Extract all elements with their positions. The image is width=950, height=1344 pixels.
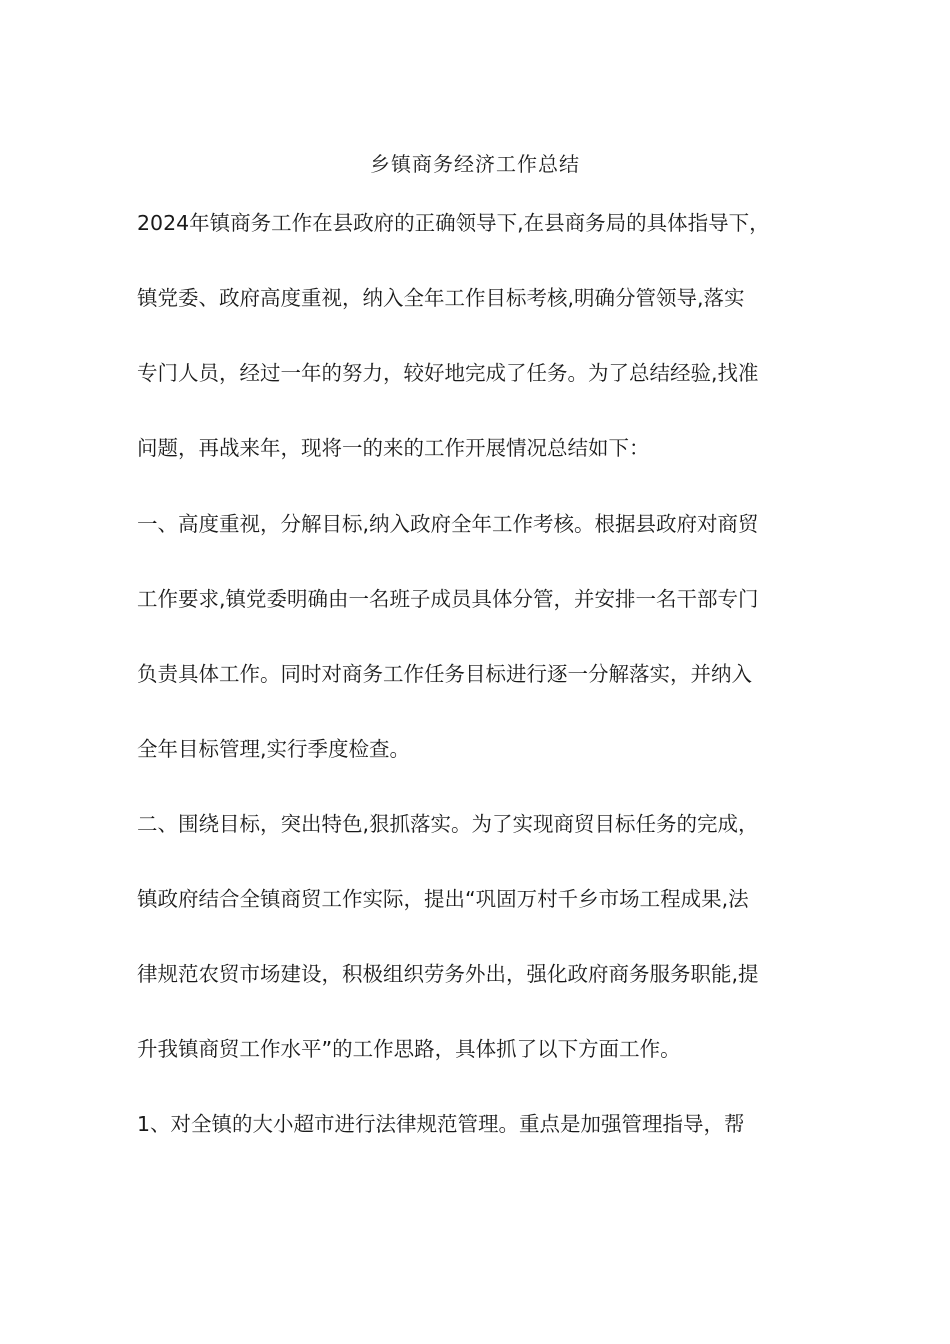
body-line: 升我镇商贸工作水平”的工作思路，具体抓了以下方面工作。 — [137, 1037, 681, 1061]
body-line: 2024年镇商务工作在县政府的正确领导下,在县商务局的具体指导下， — [137, 211, 770, 235]
body-line: 律规范农贸市场建设，积极组织劳务外出，强化政府商务服务职能,提 — [137, 962, 759, 986]
body-line: 镇政府结合全镇商贸工作实际，提出“巩固万村千乡市场工程成果,法 — [137, 887, 749, 911]
body-line: 全年目标管理,实行季度检查。 — [137, 737, 411, 761]
body-line: 二、围绕目标，突出特色,狠抓落实。为了实现商贸目标任务的完成， — [137, 812, 759, 836]
body-line: 镇党委、政府高度重视，纳入全年工作目标考核,明确分管领导,落实 — [137, 286, 745, 310]
body-line: 负责具体工作。同时对商务工作任务目标进行逐一分解落实，并纳入 — [137, 662, 752, 686]
body-line: 问题，再战来年，现将一的来的工作开展情况总结如下： — [137, 436, 650, 460]
body-line: 一、高度重视，分解目标,纳入政府全年工作考核。根据县政府对商贸 — [137, 512, 759, 536]
body-line: 1、对全镇的大小超市进行法律规范管理。重点是加强管理指导，帮 — [137, 1112, 745, 1136]
body-line: 工作要求,镇党委明确由一名班子成员具体分管，并安排一名干部专门 — [137, 587, 759, 611]
body-line: 专门人员，经过一年的努力，较好地完成了任务。为了总结经验,找准 — [137, 361, 759, 385]
document-title: 乡镇商务经济工作总结 — [370, 152, 580, 176]
